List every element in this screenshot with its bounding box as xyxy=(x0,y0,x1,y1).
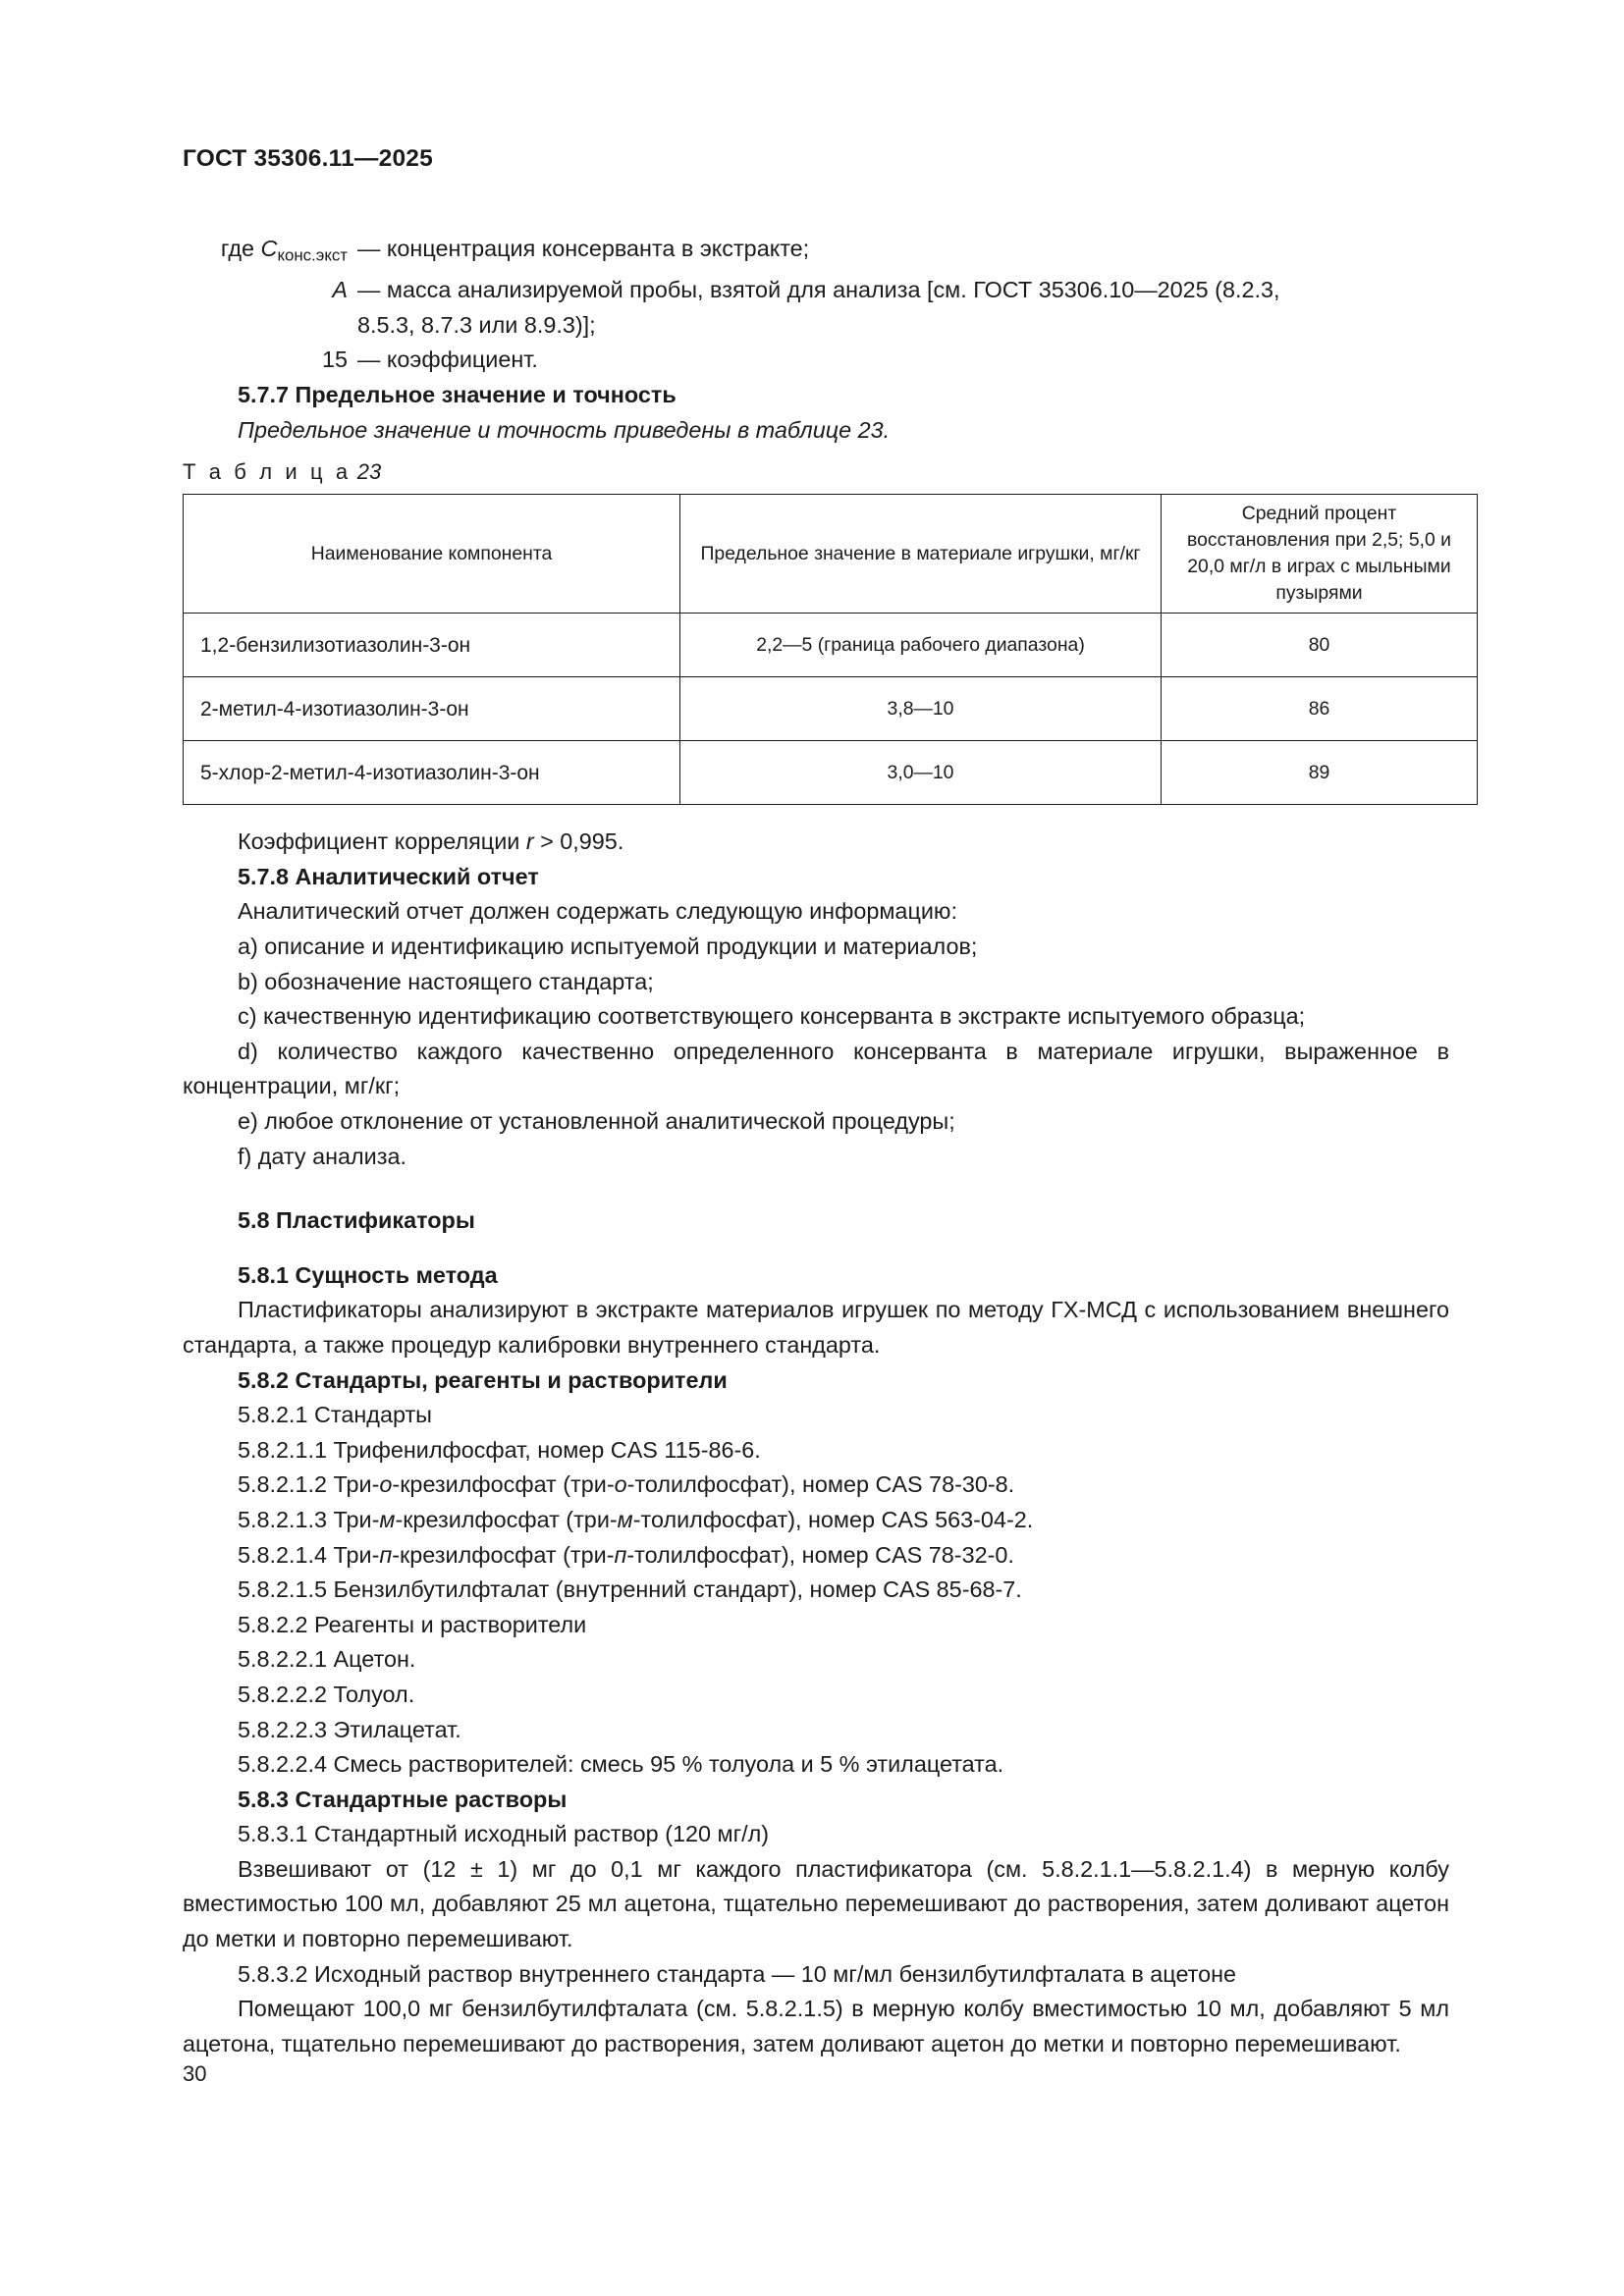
table-header-component: Наименование компонента xyxy=(184,495,680,614)
reagent-item-2: 5.8.2.2.2 Толуол. xyxy=(238,1681,415,1707)
table-row xyxy=(184,614,1478,677)
heading-5-8-2-2: 5.8.2.2 Реагенты и растворители xyxy=(238,1611,587,1637)
standard-item-3: 5.8.2.1.3 Три-м-крезилфосфат (три-м-толилфосфат), номер CAS 563-04-2. xyxy=(238,1506,1034,1532)
page-content xyxy=(183,232,1449,2061)
section-5-7-8-lead: Аналитический отчет должен содержать следующую информацию: xyxy=(238,898,957,925)
section-5-8-1-body: Пластификаторы анализируют в экстракте материалов игрушек по методу ГХ-МСД с использованием внешнего стандарта, а также процедур калибровки внутреннего стандарта. xyxy=(183,1297,1449,1358)
standard-item-4: 5.8.2.1.4 Три-п-крезилфосфат (три-п-толилфосфат), номер CAS 78-32-0. xyxy=(238,1541,1014,1568)
standard-item-5: 5.8.2.1.5 Бензилбутилфталат (внутренний стандарт), номер CAS 85-68-7. xyxy=(238,1576,1022,1603)
correlation-prefix: Коэффициент корреляции xyxy=(238,828,526,855)
heading-5-8-1: 5.8.1 Сущность метода xyxy=(238,1261,498,1288)
heading-5-7-7: 5.7.7 Предельное значение и точность xyxy=(238,382,677,408)
table-caption-number: 23 xyxy=(356,459,382,485)
table-row xyxy=(184,677,1478,741)
table-header-limit: Предельное значение в материале игрушки, мг/кг xyxy=(680,495,1162,614)
where-definition-1: — концентрация консерванта в экстракте; xyxy=(357,236,810,261)
heading-5-8: 5.8 Пластификаторы xyxy=(238,1207,475,1234)
heading-5-8-3: 5.8.3 Стандартные растворы xyxy=(238,1786,568,1812)
table-header-recovery: Средний процент восстановления при 2,5; 5,0 и 20,0 мг/л в играх с мыльными пузырями xyxy=(1162,495,1478,614)
report-item-b: b) обозначение настоящего стандарта; xyxy=(238,968,654,994)
reagent-item-1: 5.8.2.2.1 Ацетон. xyxy=(238,1646,416,1673)
running-head: ГОСТ 35306.11—2025 xyxy=(183,145,433,172)
heading-5-8-2-1: 5.8.2.1 Стандарты xyxy=(238,1402,432,1428)
reagent-item-3: 5.8.2.2.3 Этилацетат. xyxy=(238,1716,461,1742)
cell-limit: 2,2—5 (граница рабочего диапазона) xyxy=(680,614,1162,677)
table-caption-label: Т а б л и ц а xyxy=(183,459,352,485)
where-row-2 xyxy=(183,273,1449,308)
report-item-e: e) любое отклонение от установленной аналитической процедуры; xyxy=(238,1108,955,1135)
standard-item-2: 5.8.2.1.2 Три-о-крезилфосфат (три-о-толилфосфат), номер CAS 78-30-8. xyxy=(238,1471,1015,1498)
report-item-a: a) описание и идентификацию испытуемой продукции и материалов; xyxy=(238,934,978,960)
cell-recovery: 80 xyxy=(1162,614,1478,677)
heading-5-8-2: 5.8.2 Стандарты, реагенты и растворители xyxy=(238,1366,728,1393)
heading-5-7-8: 5.7.8 Аналитический отчет xyxy=(238,863,539,889)
where-definition-3: — коэффициент. xyxy=(357,347,538,373)
where-row-1 xyxy=(183,232,1449,273)
section-5-8-3-2-body: Помещают 100,0 мг бензилбутилфталата (см. 5.8.2.1.5) в мерную колбу вместимостью 10 мл, добавляют 5 мл ацетона, тщательно перемешивают до растворения, затем доливают ацетон до метки и повторно перемешивают. xyxy=(183,1996,1449,2056)
correlation-coefficient-line xyxy=(183,825,1449,860)
table-23-caption xyxy=(183,448,1449,485)
where-definition-2-cont: 8.5.3, 8.7.3 или 8.9.3)]; xyxy=(357,311,596,338)
reagent-item-4: 5.8.2.2.4 Смесь растворителей: смесь 95 % толуола и 5 % этилацетата. xyxy=(238,1751,1004,1778)
report-item-f: f) дату анализа. xyxy=(238,1143,406,1169)
cell-component: 2-метил-4-изотиазолин-3-он xyxy=(184,677,680,741)
cell-component: 1,2-бензилизотиазолин-3-он xyxy=(184,614,680,677)
where-symbol-1: где $C_{конс.экст}$ xyxy=(220,236,348,265)
report-item-d: d) количество каждого качественно определенного консерванта в материале игрушки, выраженное в концентрации, мг/кг; xyxy=(183,1038,1449,1099)
standard-item-1: 5.8.2.1.1 Трифенилфосфат, номер CAS 115-86-6. xyxy=(238,1436,761,1463)
table-23 xyxy=(183,494,1478,805)
section-5-8-3-1-title: 5.8.3.1 Стандартный исходный раствор (120 мг/л) xyxy=(238,1821,770,1847)
where-block xyxy=(183,232,1449,378)
cell-limit: 3,0—10 xyxy=(680,741,1162,805)
cell-recovery: 89 xyxy=(1162,741,1478,805)
correlation-symbol: r xyxy=(525,828,534,855)
cell-component: 5-хлор-2-метил-4-изотиазолин-3-он xyxy=(184,741,680,805)
page-number: 30 xyxy=(183,2061,207,2086)
where-row-3 xyxy=(183,343,1449,378)
section-5-8-3-1-body: Взвешивают от (12 ± 1) мг до 0,1 мг каждого пластификатора (см. 5.8.2.1.1—5.8.2.1.4) в мерную колбу вместимостью 100 мл, добавляют 25 мл ацетона, тщательно перемешивают до растворения, затем доливают ацетон до метки и повторно перемешивают. xyxy=(183,1855,1449,1952)
correlation-suffix: > 0,995. xyxy=(533,828,624,855)
where-symbol-3: 15 xyxy=(321,347,348,373)
table-header-row xyxy=(184,495,1478,614)
section-5-8-3-2-title: 5.8.3.2 Исходный раствор внутреннего стандарта — 10 мг/мл бензилбутилфталата в ацетоне xyxy=(238,1960,1237,1987)
cell-recovery: 86 xyxy=(1162,677,1478,741)
report-item-c: c) качественную идентификацию соответствующего консерванта в экстракте испытуемого образца; xyxy=(238,1003,1306,1030)
section-5-7-7-lead: Предельное значение и точность приведены в таблице 23. xyxy=(238,416,891,443)
cell-limit: 3,8—10 xyxy=(680,677,1162,741)
where-symbol-2: A xyxy=(332,277,348,303)
table-row xyxy=(184,741,1478,805)
where-definition-2: — масса анализируемой пробы, взятой для анализа [см. ГОСТ 35306.10—2025 (8.2.3, xyxy=(357,277,1280,303)
